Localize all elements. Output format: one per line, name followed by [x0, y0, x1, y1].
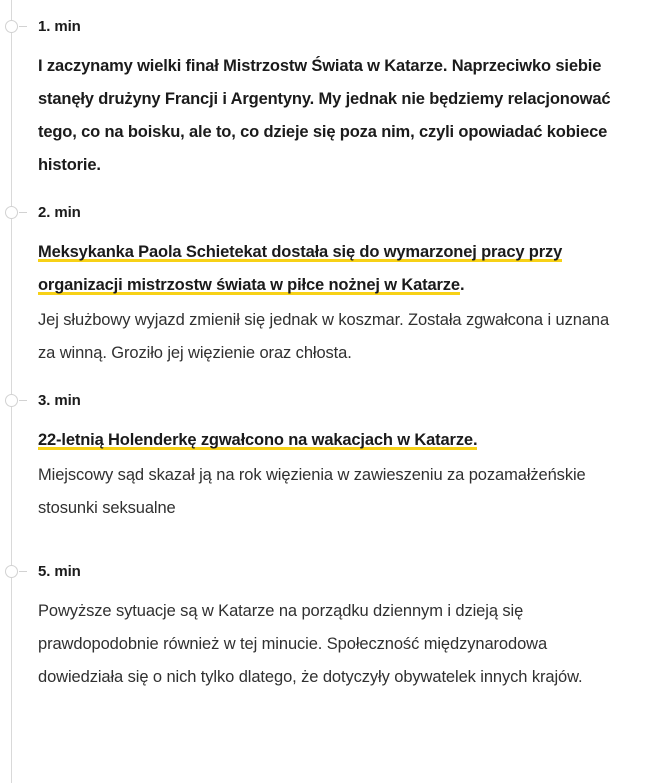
entry-lead-paragraph — [38, 236, 611, 302]
timeline-entry — [0, 182, 655, 370]
entry-minute-label: 2. min — [38, 204, 81, 221]
timeline-entry — [0, 525, 655, 694]
entry-minute-label: 1. min — [38, 18, 81, 35]
timeline-node-icon — [5, 20, 18, 33]
entry-body-paragraph: Miejscowy sąd skazał ją na rok więzienia w zawieszeniu za pozamałżeńskie stosunki seksualne — [38, 466, 586, 517]
entry-body-paragraph: Powyższe sytuacje są w Katarze na porządku dziennym i dzieją się prawdopodobnie również w tej minucie. Społeczność międzynarodowa dowiedziała się o nich tylko dlatego, że dotyczyły obywatelek innych krajów. — [38, 602, 583, 686]
entry-highlighted-text: 22-letnią Holenderkę zgwałcono na wakacjach w Katarze. — [38, 431, 478, 449]
entry-minute-label: 3. min — [38, 392, 81, 409]
entry-body-paragraph: Jej służbowy wyjazd zmienił się jednak w koszmar. Została zgwałcona i uznana za winną. Groziło jej więzienie oraz chłosta. — [38, 311, 610, 362]
entry-minute-label: 5. min — [38, 563, 81, 580]
timeline-entry — [0, 370, 655, 525]
entry-highlighted-text: Meksykanka Paola Schietekat dostała się do wymarzonej pracy przy organizacji mistrzostw świata w piłce nożnej w Katarze — [38, 243, 563, 294]
entry-lead-paragraph: I zaczynamy wielki finał Mistrzostw Świata w Katarze. Naprzeciwko siebie stanęły drużyny Francji i Argentyny. My jednak nie będziemy relacjonować tego, co na boisku, ale to, co dzieje się poza nim, czyli opowiadać kobiece historie. — [38, 57, 611, 174]
timeline-entry — [0, 0, 655, 182]
entry-highlight-tail: . — [459, 276, 465, 294]
timeline-node-icon — [5, 206, 18, 219]
timeline-node-icon — [5, 394, 18, 407]
entry-lead-paragraph — [38, 424, 611, 457]
timeline-node-icon — [5, 565, 18, 578]
